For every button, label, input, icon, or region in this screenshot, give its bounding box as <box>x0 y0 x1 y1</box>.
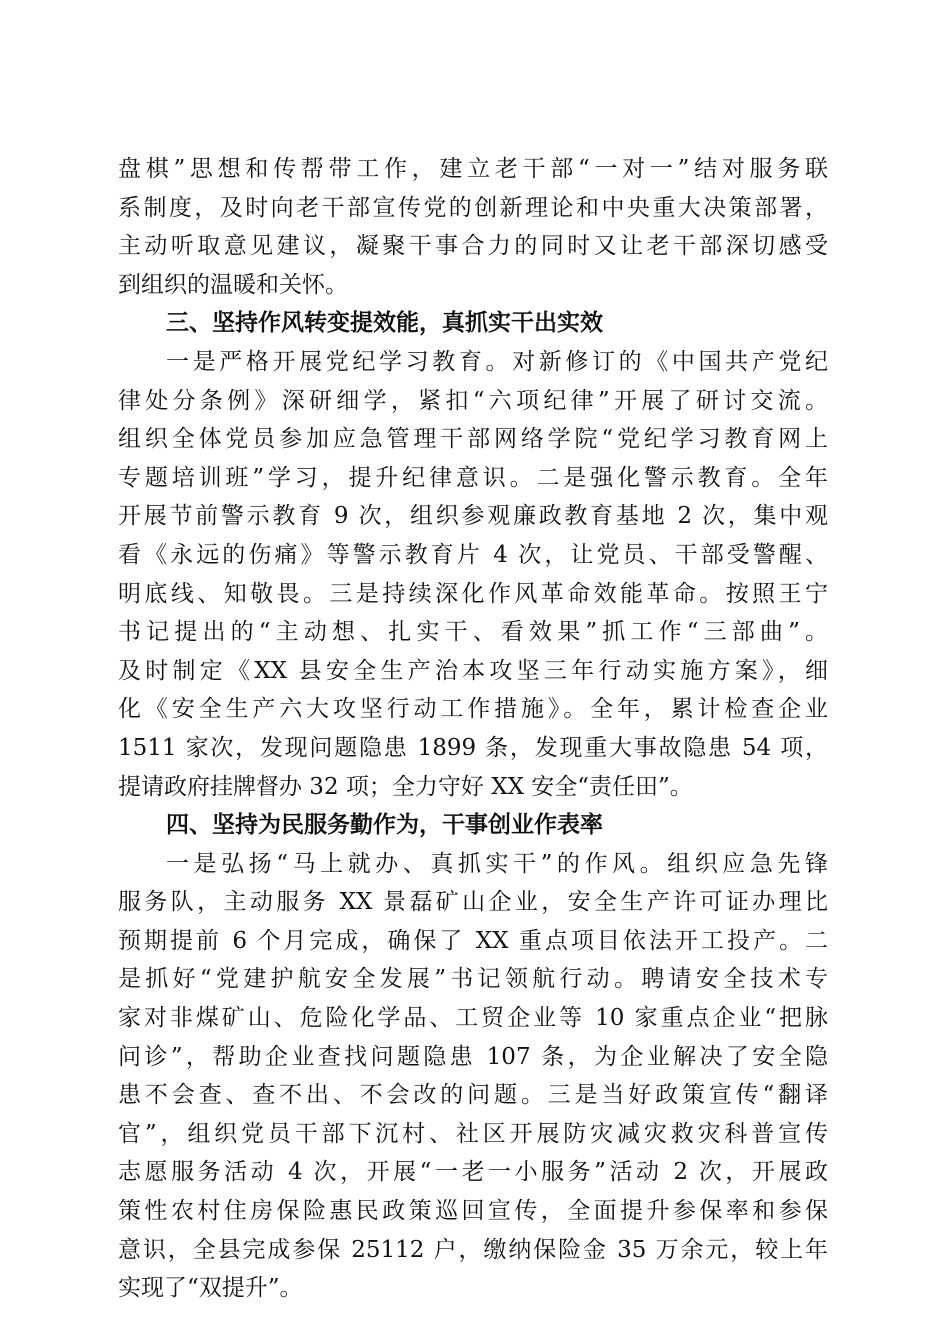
paragraph-line: 家对非煤矿山、危险化学品、工贸企业等 10 家重点企业“把脉 <box>118 1005 828 1032</box>
paragraph-line: 服务队，主动服务 XX 景磊矿山企业，安全生产许可证办理比 <box>118 889 828 916</box>
paragraph-line: 开展节前警示教育 9 次，组织参观廉政教育基地 2 次，集中观 <box>118 503 828 530</box>
paragraph-line: 1511 家次，发现问题隐患 1899 条，发现重大事故隐患 54 项， <box>118 734 828 761</box>
paragraph-line: 律处分条例》深研细学，紧扣“六项纪律”开展了研讨交流。 <box>118 387 828 414</box>
paragraph-line: 预期提前 6 个月完成，确保了 XX 重点项目依法开工投产。二 <box>118 927 828 954</box>
paragraph-line: 策性农村住房保险惠民政策巡回宣传，全面提升参保率和参保 <box>118 1198 828 1225</box>
document-body <box>118 150 828 1308</box>
paragraph-line: 看《永远的伤痛》等警示教育片 4 次，让党员、干部受警醒、 <box>118 541 828 568</box>
paragraph-line: 志愿服务活动 4 次，开展“一老一小服务”活动 2 次，开展政 <box>118 1159 828 1186</box>
paragraph-line: 是抓好“党建护航安全发展”书记领航行动。聘请安全技术专 <box>118 966 828 993</box>
paragraph-line: 书记提出的“主动想、扎实干、看效果”抓工作“三部曲”。 <box>118 619 828 646</box>
paragraph-line: 一是严格开展党纪学习教育。对新修订的《中国共产党纪 <box>166 348 828 375</box>
paragraph-line: 官”，组织党员干部下沉村、社区开展防灾减灾救灾科普宣传 <box>118 1120 828 1147</box>
paragraph-line: 实现了“双提升”。 <box>118 1275 303 1302</box>
paragraph-line: 组织全体党员参加应急管理干部网络学院“党纪学习教育网上 <box>118 426 828 453</box>
section-heading: 四、坚持为民服务勤作为，干事创业作表率 <box>166 812 603 839</box>
paragraph-line: 问诊”，帮助企业查找问题隐患 107 条，为企业解决了安全隐 <box>118 1043 828 1070</box>
paragraph-line: 主动听取意见建议，凝聚干事合力的同时又让老干部深切感受 <box>118 233 828 260</box>
paragraph-line: 到组织的温暖和关怀。 <box>118 271 348 298</box>
paragraph-line: 专题培训班”学习，提升纪律意识。二是强化警示教育。全年 <box>118 464 828 491</box>
paragraph-line: 系制度，及时向老干部宣传党的创新理论和中央重大决策部署， <box>118 194 828 221</box>
paragraph-line: 化《安全生产六大攻坚行动工作措施》。全年，累计检查企业 <box>118 696 828 723</box>
paragraph-line: 明底线、知敬畏。三是持续深化作风革命效能革命。按照王宁 <box>118 580 828 607</box>
paragraph-line: 提请政府挂牌督办 32 项；全力守好 XX 安全“责任田”。 <box>118 773 693 800</box>
paragraph-line: 及时制定《XX 县安全生产治本攻坚三年行动实施方案》，细 <box>118 657 828 684</box>
paragraph-line: 意识，全县完成参保 25112 户，缴纳保险金 35 万余元，较上年 <box>118 1236 828 1263</box>
paragraph-line: 患不会查、查不出、不会改的问题。三是当好政策宣传“翻译 <box>118 1082 828 1109</box>
paragraph-line: 盘棋”思想和传帮带工作，建立老干部“一对一”结对服务联 <box>118 156 828 182</box>
paragraph-line: 一是弘扬“马上就办、真抓实干”的作风。组织应急先锋 <box>166 850 828 877</box>
section-heading: 三、坚持作风转变提效能，真抓实干出实效 <box>166 310 603 337</box>
